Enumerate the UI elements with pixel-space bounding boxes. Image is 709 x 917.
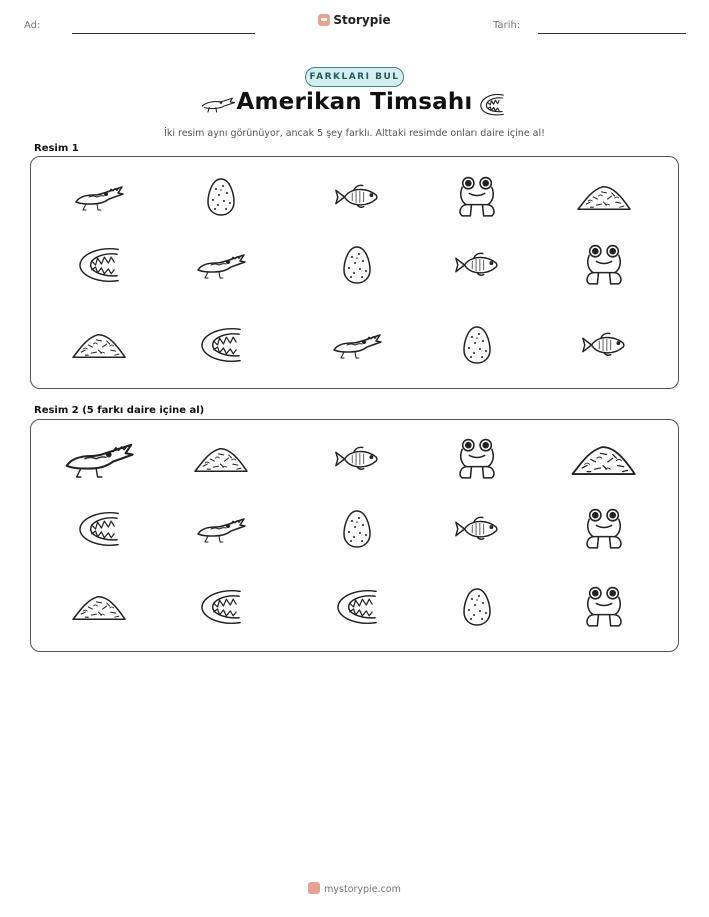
- alligator-icon[interactable]: [64, 435, 134, 483]
- jaws-icon: [478, 92, 506, 118]
- egg-icon: [462, 324, 492, 366]
- picture1-label: Resim 1: [34, 143, 79, 154]
- fish-icon: [453, 249, 501, 281]
- egg-icon: [342, 244, 372, 286]
- egg-icon[interactable]: [342, 508, 372, 550]
- jaws-icon[interactable]: [335, 586, 379, 628]
- instructions: İki resim aynı görünüyor, ancak 5 şey farklı. Alttaki resimde onları daire içine al!: [164, 128, 545, 139]
- page-title: Amerikan Timsahı: [236, 89, 473, 115]
- jaws-icon[interactable]: [77, 508, 121, 550]
- date-label: Tarih:: [493, 20, 521, 31]
- frog-icon: [454, 174, 500, 220]
- nest-mound-icon: [576, 180, 632, 214]
- fish-icon: [333, 181, 381, 213]
- nest-mound-icon[interactable]: [71, 590, 127, 624]
- frog-icon[interactable]: [581, 584, 627, 630]
- name-label: Ad:: [24, 20, 41, 31]
- alligator-icon: [332, 328, 382, 362]
- storypie-logo-icon: [318, 14, 330, 26]
- date-line[interactable]: [538, 33, 686, 34]
- badge: FARKLARI BUL: [305, 67, 404, 87]
- nest-mound-icon[interactable]: [193, 442, 249, 476]
- frog-icon[interactable]: [454, 436, 500, 482]
- alligator-icon: [196, 248, 246, 282]
- fish-icon: [580, 329, 628, 361]
- picture2-label: Resim 2 (5 farkı daire içine al): [34, 405, 205, 416]
- egg-icon[interactable]: [462, 586, 492, 628]
- footer: [0, 882, 709, 895]
- storypie-logo-icon: [308, 882, 320, 894]
- fish-icon[interactable]: [333, 443, 381, 475]
- jaws-icon: [199, 324, 243, 366]
- jaws-icon[interactable]: [199, 586, 243, 628]
- name-line[interactable]: [72, 33, 255, 34]
- footer-url: mystorypie.com: [324, 884, 401, 895]
- fish-icon[interactable]: [453, 513, 501, 545]
- alligator-icon: [74, 180, 124, 214]
- alligator-icon[interactable]: [196, 512, 246, 546]
- frog-icon: [581, 242, 627, 288]
- jaws-icon: [77, 244, 121, 286]
- nest-mound-icon[interactable]: [570, 439, 637, 480]
- egg-icon: [206, 176, 236, 218]
- frog-icon[interactable]: [581, 506, 627, 552]
- brand: [0, 13, 709, 27]
- nest-mound-icon: [71, 328, 127, 362]
- brand-name: Storypie: [333, 13, 391, 27]
